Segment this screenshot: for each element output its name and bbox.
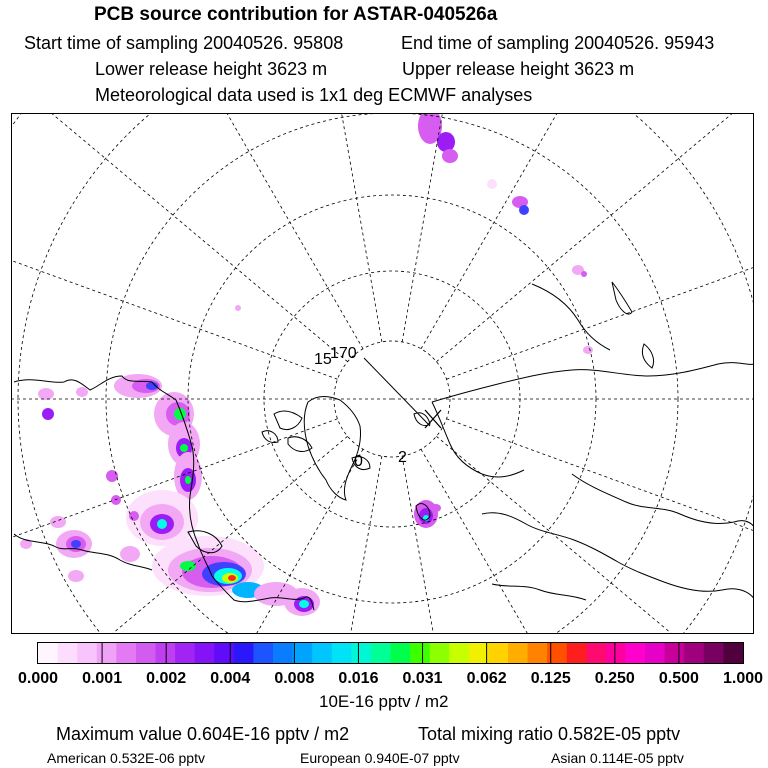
colorbar-swatch <box>684 643 704 663</box>
colorbar-scale <box>38 643 743 663</box>
coastline-japan <box>612 282 654 368</box>
meridian-line <box>402 456 513 634</box>
meridian-line <box>421 449 742 634</box>
colorbar-tick-label: 0.125 <box>530 670 571 687</box>
colorbar-swatch <box>469 643 489 663</box>
colorbar-swatch <box>38 643 58 663</box>
colorbar-swatch <box>488 643 508 663</box>
concentration-patch <box>129 511 139 521</box>
coastline-mediterranean <box>492 584 586 600</box>
colorbar-tick-label: 0.250 <box>594 670 635 687</box>
european-contribution-label: European 0.940E-07 pptv <box>300 750 460 766</box>
map-label-4: 2 <box>398 449 407 466</box>
concentration-patch <box>157 519 167 529</box>
coastline-greenland <box>304 397 360 501</box>
colorbar <box>37 642 744 664</box>
release-site-marker <box>425 410 441 428</box>
coastline-kamchatka <box>532 284 610 350</box>
coastline-asia-south <box>572 474 754 530</box>
concentration-patch <box>487 179 497 189</box>
max-value-label: Maximum value 0.604E-16 pptv / m2 <box>56 724 350 744</box>
meridian-line <box>270 114 382 342</box>
colorbar-tick-label: 1.000 <box>722 670 764 687</box>
colorbar-swatch <box>528 643 548 663</box>
meridian-line <box>402 114 513 342</box>
map-label-3: 0 <box>354 453 363 470</box>
colorbar-swatch <box>253 643 273 663</box>
end-time-label: End time of sampling 20040526. 95943 <box>401 33 715 53</box>
colorbar-swatch <box>371 643 391 663</box>
concentration-patch <box>431 504 441 512</box>
meridian-line <box>436 436 754 634</box>
map-label-2: 170 <box>330 345 357 362</box>
colorbar-tick-label: 0.000 <box>17 670 59 687</box>
concentration-patch <box>68 570 84 582</box>
concentration-patch <box>71 540 81 548</box>
colorbar-swatch <box>312 643 332 663</box>
colorbar-swatch <box>136 643 156 663</box>
total-mixing-ratio-label: Total mixing ratio 0.582E-05 pptv <box>418 724 681 744</box>
concentration-patch <box>106 470 118 482</box>
colorbar-swatch <box>332 643 352 663</box>
pole-line <box>364 358 430 426</box>
colorbar-swatch <box>175 643 195 663</box>
colorbar-swatch <box>586 643 606 663</box>
colorbar-swatch <box>234 643 254 663</box>
concentration-patch <box>581 271 587 277</box>
colorbar-swatch <box>567 643 587 663</box>
concentration-patch <box>50 516 66 528</box>
concentration-patch <box>235 305 241 311</box>
colorbar-swatch <box>391 643 411 663</box>
colorbar-tick-label: 0.001 <box>82 670 123 687</box>
colorbar-swatch <box>351 643 371 663</box>
map-canvas <box>12 114 754 634</box>
map-labels <box>314 345 407 470</box>
met-data-label: Meteorological data used is 1x1 deg ECMWF analyses <box>95 85 533 105</box>
colorbar-swatch <box>97 643 117 663</box>
colorbar-tick-label: 0.002 <box>146 670 187 687</box>
meridian-line <box>436 114 754 362</box>
coastline-scandinavia <box>432 402 524 477</box>
colorbar-swatch <box>606 643 626 663</box>
concentration-patch <box>228 575 236 581</box>
concentration-patch <box>519 205 529 215</box>
concentration-patch <box>42 408 54 420</box>
meridian-line <box>421 114 742 349</box>
map-title: PCB source contribution for ASTAR-040526a <box>94 4 498 25</box>
concentration-patch <box>437 132 455 152</box>
start-time-label: Start time of sampling 20040526. 95808 <box>24 33 344 53</box>
concentration-patch <box>111 495 121 505</box>
meridian-line <box>12 160 338 380</box>
colorbar-swatch <box>665 643 685 663</box>
colorbar-tick-label: 0.062 <box>466 670 507 687</box>
concentration-patch <box>299 600 309 608</box>
concentration-field <box>20 114 593 616</box>
map-label-1: 15 <box>314 351 332 368</box>
concentration-patch <box>442 149 458 163</box>
colorbar-tick-label: 0.008 <box>274 670 315 687</box>
polar-map <box>11 113 754 634</box>
colorbar-swatch <box>430 643 450 663</box>
coastline-eurasia <box>432 363 754 402</box>
concentration-patch <box>38 388 54 400</box>
colorbar-swatch <box>156 643 176 663</box>
colorbar-swatch <box>293 643 313 663</box>
colorbar-tick-label: 0.500 <box>658 670 699 687</box>
concentration-patch <box>180 444 188 452</box>
colorbar-swatch <box>410 643 430 663</box>
colorbar-swatch <box>214 643 234 663</box>
colorbar-tick-label: 0.016 <box>338 670 379 687</box>
meridian-line <box>447 160 755 380</box>
upper-release-height-label: Upper release height 3623 m <box>402 59 635 79</box>
concentration-patch <box>180 561 196 571</box>
colorbar-swatch <box>195 643 215 663</box>
asian-contribution-label: Asian 0.114E-05 pptv <box>551 750 684 766</box>
colorbar-swatch <box>58 643 78 663</box>
colorbar-swatch <box>704 643 724 663</box>
colorbar-tick-label: 0.031 <box>402 670 443 687</box>
lower-release-height-label: Lower release height 3623 m <box>95 59 328 79</box>
colorbar-swatch <box>449 643 469 663</box>
colorbar-swatch <box>645 643 665 663</box>
concentration-patch <box>76 387 88 397</box>
colorbar-swatch <box>77 643 97 663</box>
colorbar-swatch <box>273 643 293 663</box>
american-contribution-label: American 0.532E-06 pptv <box>47 750 205 766</box>
colorbar-swatch <box>508 643 528 663</box>
meridian-line <box>12 114 348 362</box>
colorbar-swatch <box>626 643 646 663</box>
colorbar-tick-label: 0.004 <box>210 670 251 687</box>
meridian-line <box>447 419 755 634</box>
colorbar-unit: 10E-16 pptv / m2 <box>319 692 449 711</box>
colorbar-swatch <box>723 643 743 663</box>
meridian-line <box>42 114 363 349</box>
concentration-patch <box>583 346 593 354</box>
concentration-patch <box>185 476 191 484</box>
colorbar-swatch <box>547 643 567 663</box>
concentration-patch <box>120 546 140 562</box>
colorbar-swatch <box>116 643 136 663</box>
